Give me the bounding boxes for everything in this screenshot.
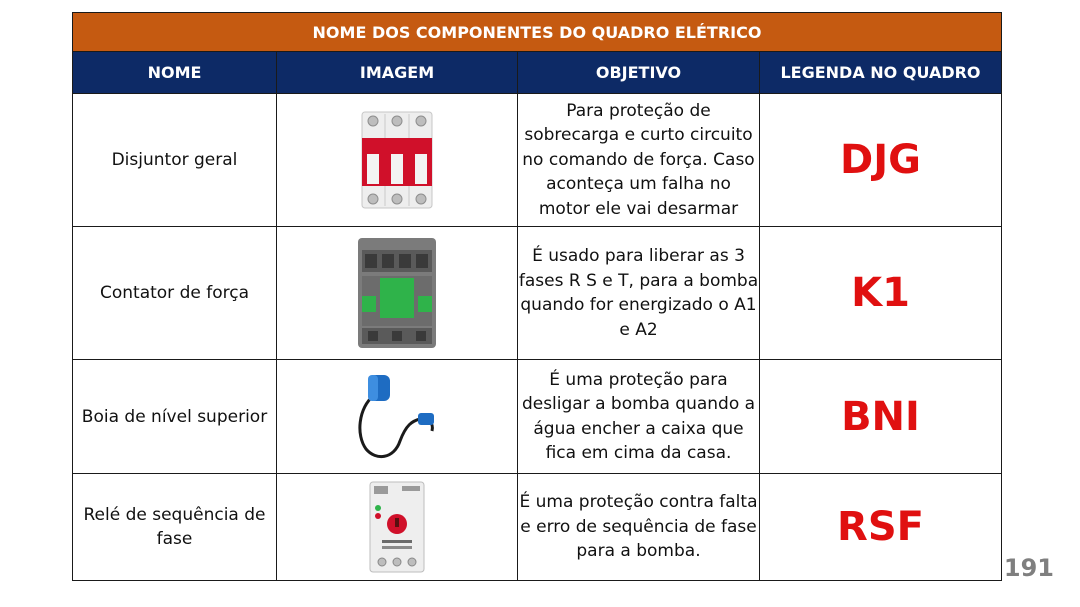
header-legend: LEGENDA NO QUADRO [760, 52, 1002, 94]
page-number: 191 [1003, 554, 1054, 582]
component-name: Disjuntor geral [73, 94, 277, 227]
header-name: NOME [73, 52, 277, 94]
circuit-breaker-icon [360, 110, 434, 210]
table-row [73, 227, 1002, 360]
component-image [277, 474, 518, 581]
component-objective: Para proteção de sobrecarga e curto circuito no comando de força. Caso aconteça um falha no motor ele vai desarmar [518, 94, 760, 227]
component-name: Boia de nível superior [73, 360, 277, 474]
component-image [277, 360, 518, 474]
header-image: IMAGEM [277, 52, 518, 94]
component-legend: RSF [760, 474, 1002, 581]
component-image [277, 94, 518, 227]
component-objective: É uma proteção para desligar a bomba quando a água encher a caixa que fica em cima da casa. [518, 360, 760, 474]
component-image [277, 227, 518, 360]
component-objective: É usado para liberar as 3 fases R S e T, para a bomba quando for energizado o A1 e A2 [518, 227, 760, 360]
table-row [73, 474, 1002, 581]
component-legend: K1 [760, 227, 1002, 360]
component-objective: É uma proteção contra falta e erro de sequência de fase para a bomba. [518, 474, 760, 581]
header-objective: OBJETIVO [518, 52, 760, 94]
component-legend: DJG [760, 94, 1002, 227]
table-row [73, 94, 1002, 227]
table-title: NOME DOS COMPONENTES DO QUADRO ELÉTRICO [73, 13, 1002, 52]
component-legend: BNI [760, 360, 1002, 474]
phase-relay-icon [368, 480, 426, 574]
components-table [72, 12, 1002, 581]
table-row [73, 360, 1002, 474]
contactor-icon [356, 236, 438, 350]
float-switch-icon [354, 369, 440, 465]
component-name: Relé de sequência de fase [73, 474, 277, 581]
component-name: Contator de força [73, 227, 277, 360]
